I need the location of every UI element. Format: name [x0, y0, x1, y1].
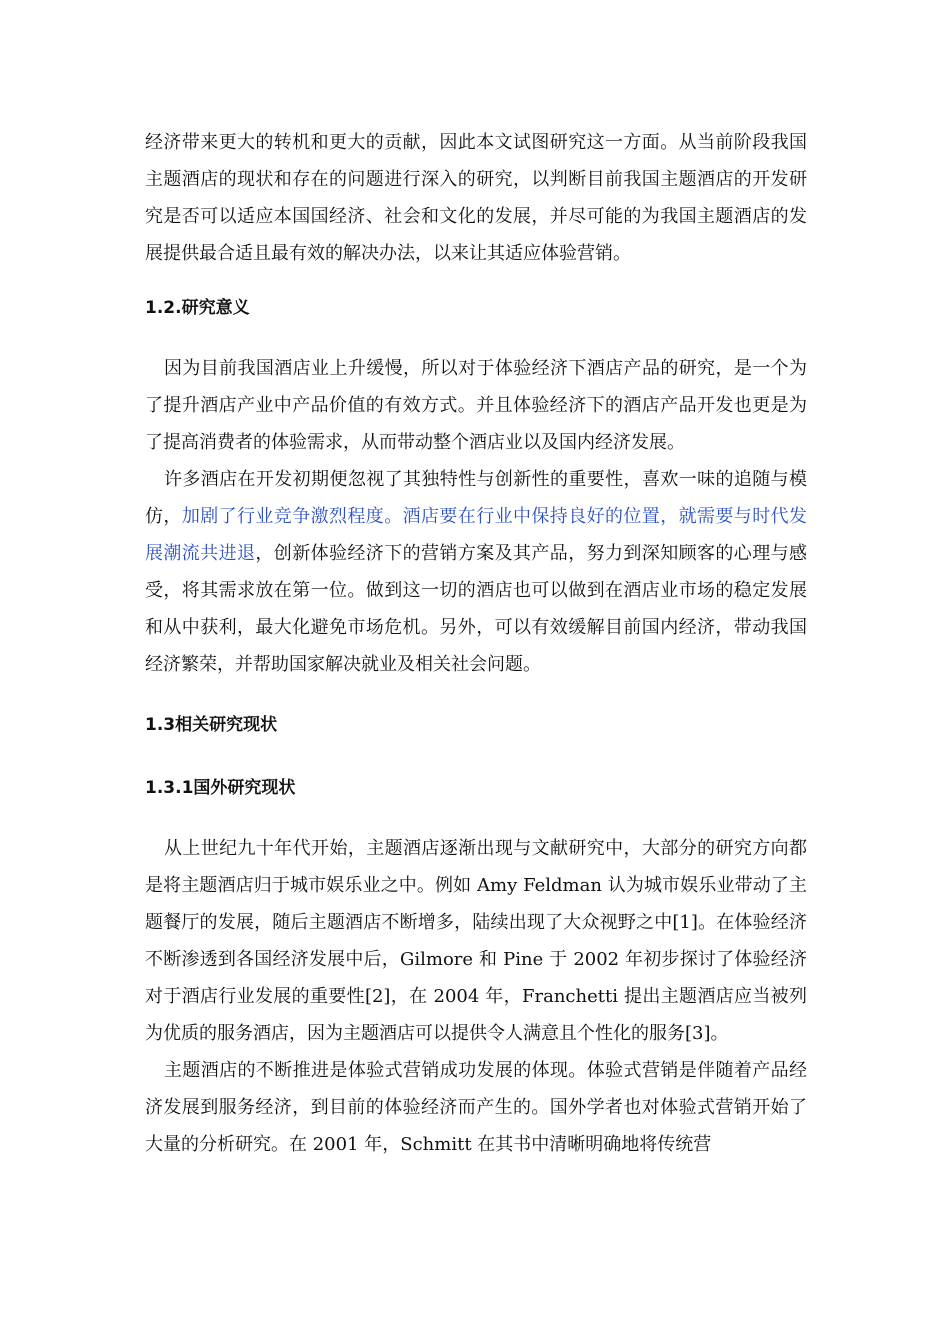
paragraph-1-3-1-a: 从上世纪九十年代开始，主题酒店逐渐出现与文献研究中，大部分的研究方向都是将主题酒店归于城市娱乐业之中。例如 Amy Feldman 认为城市娱乐业带动了主题餐厅的发展，随后主题酒店不断增多，陆续出现了大众视野之中[1]。在体验经济不断渗透到各国经济发展中后，Gilmore 和 Pine 于 2002 年初步探讨了体验经济对于酒店行业发展的重要性[2]，在 2004 年，Franchetti 提出主题酒店应当被列为优质的服务酒店，因为主题酒店可以提供令人满意且个性化的服务[3]。: [145, 838, 807, 1044]
section-heading-1-3: 1.3相关研究现状: [145, 715, 278, 735]
paragraph-1-2-b-start: 许多酒店在开发初期便忽视了其独特性与创新性的重要性，喜欢一味的追随与模仿，: [145, 469, 807, 527]
section-heading-1-2: 1.2.研究意义: [145, 298, 250, 318]
paragraph-intro: 经济带来更大的转机和更大的贡献，因此本文试图研究这一方面。从当前阶段我国主题酒店的现状和存在的问题进行深入的研究，以判断目前我国主题酒店的开发研究是否可以适应本国国经济、社会和文化的发展，并尽可能的为我国主题酒店的发展提供最合适且最有效的解决办法，以来让其适应体验营销。: [145, 132, 807, 264]
paragraph-1-2-b-end: ，创新体验经济下的营销方案及其产品，努力到深知顾客的心理与感受，将其需求放在第一位。做到这一切的酒店也可以做到在酒店业市场的稳定发展和从中获利，最大化避免市场危机。另外，可以有效缓解目前国内经济，带动我国经济繁荣，并帮助国家解决就业及相关社会问题。: [145, 543, 808, 675]
paragraph-1-3-1-b: 主题酒店的不断推进是体验式营销成功发展的体现。体验式营销是伴随着产品经济发展到服务经济，到目前的体验经济而产生的。国外学者也对体验式营销开始了大量的分析研究。在 2001 年，Schmitt 在其书中清晰明确地将传统营: [145, 1060, 807, 1155]
paragraph-1-2-a: 因为目前我国酒店业上升缓慢，所以对于体验经济下酒店产品的研究，是一个为了提升酒店产业中产品价值的有效方式。并且体验经济下的酒店产品开发也更是为了提高消费者的体验需求，从而带动整个酒店业以及国内经济发展。: [145, 358, 807, 453]
document-page: [145, 124, 807, 1163]
paragraph-1-2-b-highlight: 加剧了行业竞争激烈程度。酒店要在行业中保持良好的位置，就需要与时代发展潮流共进退: [145, 506, 808, 564]
paragraph-1-2-b: [145, 461, 807, 683]
subsection-heading-1-3-1: 1.3.1国外研究现状: [145, 778, 296, 798]
